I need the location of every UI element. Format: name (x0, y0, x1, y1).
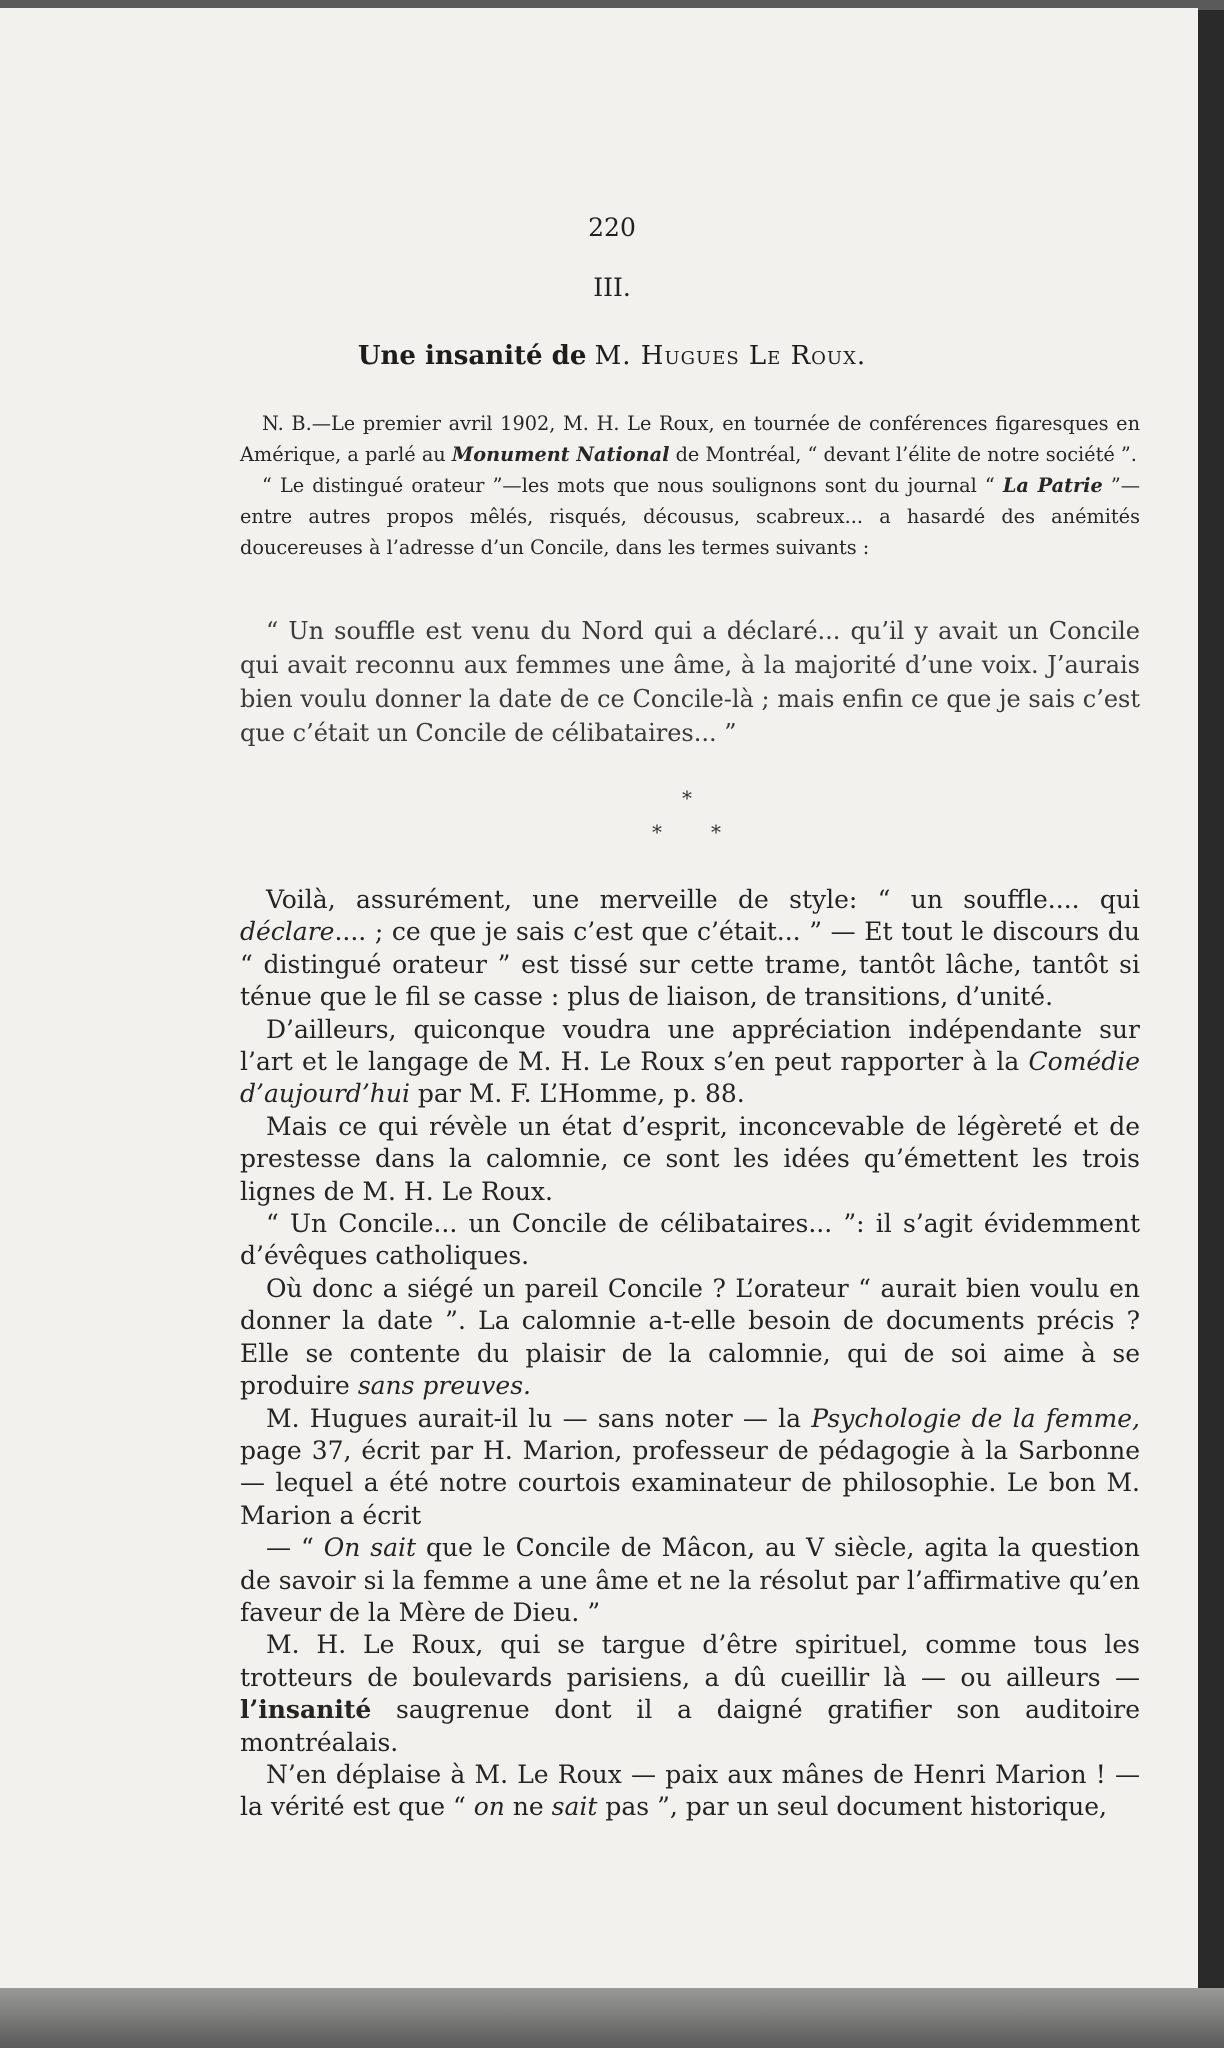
asterism-star-2: * (652, 820, 662, 844)
note-paragraph-2: “ Le distingué orateur ”—les mots que nous soulignons sont du journal “ La Patrie ”—entre autres propos mêlés, risqués, décousus, scabreux... a hasardé des anémités doucereuses à l’adresse d’un Concile, dans les termes suivants : (240, 474, 1140, 559)
body-paragraph-9: N’en déplaise à M. Le Roux — paix aux mânes de Henri Marion ! — la vérité est que “ on ne sait pas ”, par un seul document historique, (240, 1759, 1140, 1822)
body-text (240, 884, 1140, 1824)
asterism-star-1: * (682, 786, 692, 810)
body-paragraph-4: “ Un Concile... un Concile de célibataires... ”: il s’agit évidemment d’évêques catholiques. (240, 1209, 1140, 1271)
note-paragraph-1: N. B.—Le premier avril 1902, M. H. Le Roux, en tournée de conférences figaresques en Amérique, a parlé au Monument National de Montréal, “ devant l’élite de notre société ”. (240, 412, 1140, 466)
body-paragraph-2: D’ailleurs, quiconque voudra une appréciation indépendante sur l’art et le langage de M. H. Le Roux s’en peut rapporter à la Comédie d’aujourd’hui par M. F. L’Homme, p. 88. (240, 1014, 1140, 1109)
body-paragraph-7: — “ On sait que le Concile de Mâcon, au V siècle, agita la question de savoir si la femme a une âme et ne la résolut par l’affirmative qu’en faveur de la Mère de Dieu. ” (240, 1533, 1140, 1627)
editor-note (240, 408, 1140, 563)
body-paragraph-3: Mais ce qui révèle un état d’esprit, inconcevable de légèreté et de prestesse dans la calomnie, ce sont les idées qu’émettent les trois lignes de M. H. Le Roux. (240, 1111, 1140, 1206)
page-number: 220 (588, 213, 636, 242)
document-page (0, 8, 1198, 2048)
section-number: III. (593, 273, 631, 302)
chapter-title (0, 341, 1198, 371)
body-paragraph-6: M. Hugues aurait-il lu — sans noter — la Psychologie de la femme, page 37, écrit par H. Marion, professeur de pédagogie à la Sarbonne — lequel a été notre courtois examinateur de philosophie. Le bon M. Marion a écrit (240, 1403, 1140, 1530)
title-name-part: M. Hugues Le Roux. (594, 341, 867, 371)
block-quote: “ Un souffle est venu du Nord qui a déclaré... qu’il y avait un Concile qui avait reconnu aux femmes une âme, à la majorité d’une voix. J’aurais bien voulu donner la date de ce Concile-là ; mais enfin ce que je sais c’est que c’était un Concile de célibataires... ” (240, 617, 1140, 747)
body-paragraph-5: Où donc a siégé un pareil Concile ? L’orateur “ aurait bien voulu en donner la date ”. La calomnie a-t-elle besoin de documents précis ? Elle se contente du plaisir de la calomnie, qui de soi aime à se produire sans preuves. (240, 1273, 1140, 1401)
asterism-star-3: * (711, 820, 721, 844)
scan-bottom-edge (0, 1988, 1224, 2048)
body-paragraph-8: M. H. Le Roux, qui se targue d’être spirituel, comme tous les trotteurs de boulevards parisiens, a dû cueillir là — ou ailleurs — l’insanité saugrenue dont il a daigné gratifier son auditoire montréalais. (240, 1630, 1140, 1757)
title-bold-part: Une insanité de (357, 341, 587, 371)
body-paragraph-1: Voilà, assurément, une merveille de style: “ un souffle.... qui déclare.... ; ce que je sais c’est que c’était... ” — Et tout le discours du “ distingué orateur ” est tissé sur cette trame, tantôt lâche, tantôt si ténue que le fil se casse : plus de liaison, de transitions, d’unité. (240, 885, 1140, 1012)
